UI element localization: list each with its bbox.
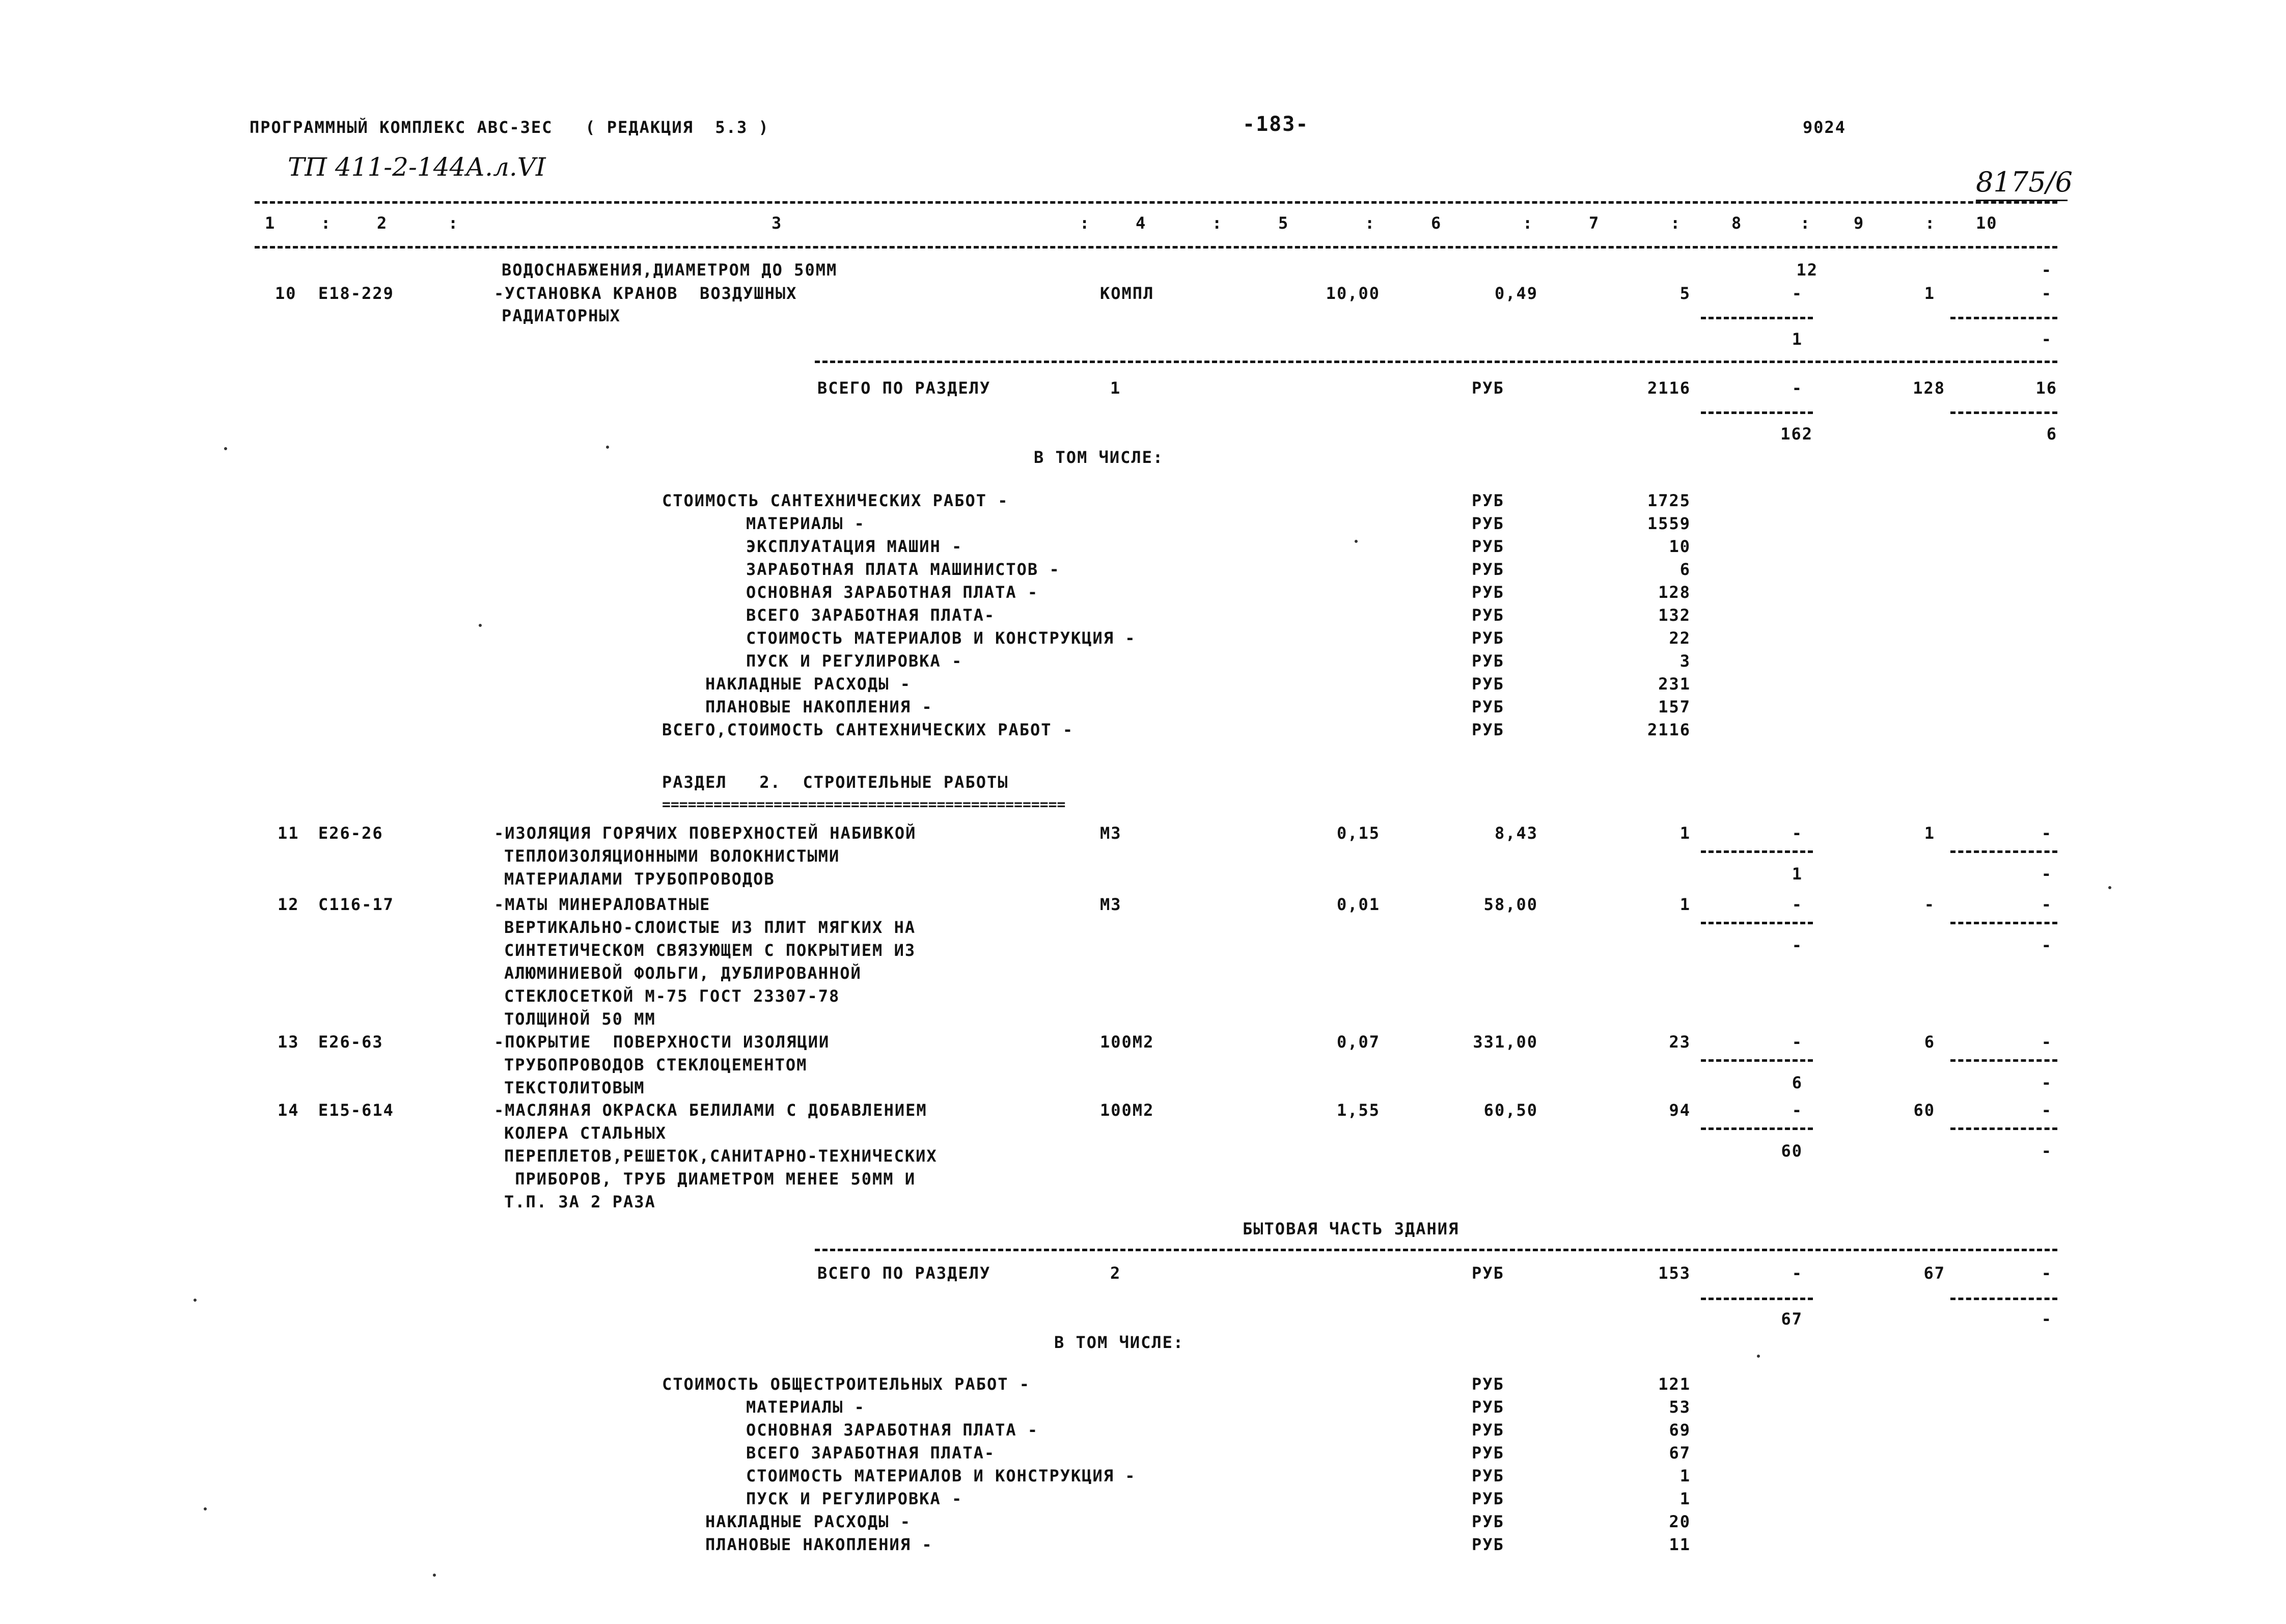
summary-unit: РУБ [1472, 628, 1504, 648]
row10-code: Е18-229 [318, 284, 394, 303]
col-sep: : [1080, 213, 1091, 233]
section1-total-label: ВСЕГО ПО РАЗДЕЛУ [817, 378, 991, 398]
summary-value: 11 [1669, 1535, 1691, 1554]
section1-c10-divider [1950, 411, 2057, 414]
col-5: 5 [1278, 213, 1289, 233]
summary-value: 128 [1658, 583, 1691, 602]
col-sep: : [448, 213, 459, 233]
summary-value: 231 [1658, 674, 1691, 694]
summary-unit: РУБ [1472, 1420, 1504, 1440]
row-code: Е26-26 [318, 823, 383, 843]
row-c8-top: - [1792, 895, 1803, 914]
summary-label: ОСНОВНАЯ ЗАРАБОТНАЯ ПЛАТА - [746, 583, 1039, 602]
document-code: 9024 [1803, 118, 1847, 137]
col-3: 3 [772, 213, 783, 233]
summary-value: 132 [1658, 605, 1691, 625]
row10-desc-1: -УСТАНОВКА КРАНОВ ВОЗДУШНЫХ [494, 284, 797, 303]
row10-price: 0,49 [1494, 284, 1538, 303]
summary-unit: РУБ [1472, 1489, 1504, 1508]
row-description-line: -ИЗОЛЯЦИЯ ГОРЯЧИХ ПОВЕРХНОСТЕЙ НАБИВКОЙ [494, 823, 917, 843]
summary-value: 157 [1658, 697, 1691, 717]
row-c8-top: - [1792, 1100, 1803, 1120]
row-description-line: АЛЮМИНИЕВОЙ ФОЛЬГИ, ДУБЛИРОВАННОЙ [504, 964, 862, 983]
scan-speck [1355, 540, 1358, 543]
row10-c8-bot: 1 [1792, 329, 1803, 349]
sheet-reference: 8175/6 [1976, 166, 2073, 198]
summary-label: МАТЕРИАЛЫ - [746, 514, 865, 533]
section2-total-sum: 153 [1658, 1263, 1691, 1283]
row-description-line: ПРИБОРОВ, ТРУБ ДИАМЕТРОМ МЕНЕЕ 50ММ И [504, 1169, 916, 1189]
summary-value: 67 [1669, 1443, 1691, 1463]
row-c8-top: - [1792, 1032, 1803, 1052]
section1-c8-divider [1701, 411, 1813, 414]
section2-total-c10: - [2041, 1263, 2052, 1283]
top-rule [255, 201, 2057, 204]
summary-unit: РУБ [1472, 491, 1504, 510]
row-description-line: ТЕКСТОЛИТОВЫМ [504, 1078, 645, 1097]
summary-value: 3 [1679, 651, 1691, 671]
summary-label: ВСЕГО,СТОИМОСТЬ САНТЕХНИЧЕСКИХ РАБОТ - [662, 720, 1074, 739]
section1-total-rule [815, 361, 2057, 363]
row-price: 60,50 [1483, 1100, 1538, 1120]
row-quantity: 1,55 [1336, 1100, 1380, 1120]
row-c10-divider [1950, 850, 2057, 853]
section1-total-num: 1 [1110, 378, 1121, 398]
section1-total-unit: РУБ [1472, 378, 1504, 398]
row-c8-divider [1701, 1127, 1813, 1130]
row-code: С116-17 [318, 895, 394, 914]
row-price: 8,43 [1494, 823, 1538, 843]
row10-c8-divider [1701, 317, 1813, 319]
row-description-line: СИНТЕТИЧЕСКОМ СВЯЗУЮЩЕМ С ПОКРЫТИЕМ ИЗ [504, 941, 916, 960]
summary-label: ПЛАНОВЫЕ НАКОПЛЕНИЯ - [705, 697, 933, 717]
summary-value: 121 [1658, 1374, 1691, 1394]
row-number: 14 [278, 1100, 299, 1120]
row-c10-divider [1950, 1127, 2057, 1130]
summary-label: ПЛАНОВЫЕ НАКОПЛЕНИЯ - [705, 1535, 933, 1554]
summary-unit: РУБ [1472, 583, 1504, 602]
row-description-line: ПЕРЕПЛЕТОВ,РЕШЕТОК,САНИТАРНО-ТЕХНИЧЕСКИХ [504, 1146, 938, 1166]
summary-label: ПУСК И РЕГУЛИРОВКА - [746, 1489, 963, 1508]
row10-text-before: ВОДОСНАБЖЕНИЯ,ДИАМЕТРОМ ДО 50ММ [502, 260, 838, 280]
row-c10-top: - [2041, 1032, 2052, 1052]
summary-unit: РУБ [1472, 605, 1504, 625]
scan-speck [1757, 1355, 1760, 1358]
col-2: 2 [377, 213, 388, 233]
summary-label: СТОИМОСТЬ МАТЕРИАЛОВ И КОНСТРУКЦИЯ - [746, 628, 1136, 648]
summary-value: 10 [1669, 537, 1691, 556]
summary-label: НАКЛАДНЫЕ РАСХОДЫ - [705, 674, 912, 694]
row-c10-divider [1950, 922, 2057, 924]
row-price: 331,00 [1473, 1032, 1538, 1052]
section2-total-num: 2 [1110, 1263, 1121, 1283]
summary-value: 6 [1679, 560, 1691, 579]
row10-unit: КОМПЛ [1100, 284, 1154, 303]
row-c9: - [1924, 895, 1935, 914]
row-c8-bottom: 6 [1792, 1073, 1803, 1092]
row-description-line: -МАСЛЯНАЯ ОКРАСКА БЕЛИЛАМИ С ДОБАВЛЕНИЕМ [494, 1100, 927, 1120]
summary-label: ЭКСПЛУАТАЦИЯ МАШИН - [746, 537, 963, 556]
section2-total-rule [815, 1249, 2057, 1251]
summary-value: 1725 [1647, 491, 1691, 510]
section1-total-c9: 128 [1913, 378, 1945, 398]
row-unit: 100М2 [1100, 1032, 1154, 1052]
scan-speck [479, 624, 482, 627]
scan-speck [433, 1574, 436, 1577]
col-sep: : [321, 213, 332, 233]
row-c9: 1 [1924, 823, 1935, 843]
summary-unit: РУБ [1472, 1443, 1504, 1463]
summary-unit: РУБ [1472, 560, 1504, 579]
summary-label: СТОИМОСТЬ САНТЕХНИЧЕСКИХ РАБОТ - [662, 491, 1009, 510]
section2-double-rule: =============================================== [662, 796, 1066, 813]
row10-c9: 1 [1924, 284, 1935, 303]
row-c9: 6 [1924, 1032, 1935, 1052]
col-sep: : [1523, 213, 1534, 233]
summary-value: 53 [1669, 1397, 1691, 1417]
col-sep: : [1365, 213, 1376, 233]
row-number: 13 [278, 1032, 299, 1052]
col-sep: : [1670, 213, 1682, 233]
row-description-line: ТРУБОПРОВОДОВ СТЕКЛОЦЕМЕНТОМ [504, 1055, 808, 1075]
scan-speck [2108, 886, 2111, 889]
row-description-line: ВЕРТИКАЛЬНО-СЛОИСТЫЕ ИЗ ПЛИТ МЯГКИХ НА [504, 918, 916, 937]
row-code: Е15-614 [318, 1100, 394, 1120]
summary-unit: РУБ [1472, 514, 1504, 533]
header-bottom-rule [255, 246, 2057, 249]
project-reference: ТП 411-2-144А.л.VI [288, 152, 546, 182]
row-quantity: 0,07 [1336, 1032, 1380, 1052]
row-c8-top: - [1792, 823, 1803, 843]
row-total: 1 [1679, 823, 1691, 843]
row-c10-bottom: - [2041, 935, 2052, 955]
col-10: 10 [1976, 213, 1998, 233]
col-sep: : [1800, 213, 1811, 233]
row-description-line: МАТЕРИАЛАМИ ТРУБОПРОВОДОВ [504, 869, 775, 889]
summary-unit: РУБ [1472, 1397, 1504, 1417]
section2-total-c8: - [1792, 1263, 1803, 1283]
row-total: 1 [1679, 895, 1691, 914]
section1-total-c10-bot: 6 [2046, 424, 2057, 444]
row-total: 94 [1669, 1100, 1691, 1120]
summary-value: 1 [1679, 1489, 1691, 1508]
row-c8-divider [1701, 1059, 1813, 1062]
row10-c10-mid: - [2041, 284, 2052, 303]
row-description-line: ТЕПЛОИЗОЛЯЦИОННЫМИ ВОЛОКНИСТЫМИ [504, 846, 840, 866]
summary-unit: РУБ [1472, 720, 1504, 739]
row10-total: 5 [1679, 284, 1691, 303]
row-number: 12 [278, 895, 299, 914]
row-description-line: -ПОКРЫТИЕ ПОВЕРХНОСТИ ИЗОЛЯЦИИ [494, 1032, 830, 1052]
scan-speck [224, 447, 227, 450]
summary-value: 1559 [1647, 514, 1691, 533]
program-title: ПРОГРАММНЫЙ КОМПЛЕКС АВС-ЗЕС ( РЕДАКЦИЯ 5.3 ) [250, 118, 769, 137]
row-unit: М3 [1100, 895, 1122, 914]
row-total: 23 [1669, 1032, 1691, 1052]
scan-speck [194, 1299, 197, 1302]
row-c8-bottom: - [1792, 935, 1803, 955]
summary-value: 22 [1669, 628, 1691, 648]
summary-label: ЗАРАБОТНАЯ ПЛАТА МАШИНИСТОВ - [746, 560, 1060, 579]
row-description-line: -МАТЫ МИНЕРАЛОВАТНЫЕ [494, 895, 711, 914]
summary-unit: РУБ [1472, 1535, 1504, 1554]
col-sep: : [1925, 213, 1936, 233]
summary-unit: РУБ [1472, 697, 1504, 717]
summary-label: ВСЕГО ЗАРАБОТНАЯ ПЛАТА- [746, 1443, 996, 1463]
col-7: 7 [1589, 213, 1600, 233]
row10-qty: 10,00 [1326, 284, 1380, 303]
section1-total-c8-bot: 162 [1780, 424, 1813, 444]
section2-total-c10-bot: - [2041, 1309, 2052, 1329]
summary-value: 20 [1669, 1512, 1691, 1531]
row10-c8-top: 12 [1796, 260, 1818, 280]
summary-label: ВСЕГО ЗАРАБОТНАЯ ПЛАТА- [746, 605, 996, 625]
section2-c8-divider [1701, 1298, 1813, 1300]
row-price: 58,00 [1483, 895, 1538, 914]
summary-label: ПУСК И РЕГУЛИРОВКА - [746, 651, 963, 671]
row-description-line: СТЕКЛОСЕТКОЙ М-75 ГОСТ 23307-78 [504, 986, 840, 1006]
section1-total-c10: 16 [2035, 378, 2057, 398]
including-heading-1: В ТОМ ЧИСЛЕ: [1034, 448, 1164, 467]
col-6: 6 [1431, 213, 1442, 233]
row-c8-divider [1701, 922, 1813, 924]
section1-total-sum: 2116 [1647, 378, 1691, 398]
summary-unit: РУБ [1472, 1374, 1504, 1394]
row-c8-divider [1701, 850, 1813, 853]
row-c10-top: - [2041, 1100, 2052, 1120]
row-description-line: КОЛЕРА СТАЛЬНЫХ [504, 1123, 667, 1143]
row-c9: 60 [1913, 1100, 1935, 1120]
row-unit: 100М2 [1100, 1100, 1154, 1120]
section2-title: РАЗДЕЛ 2. СТРОИТЕЛЬНЫЕ РАБОТЫ [662, 773, 1009, 792]
row10-c10-bot: - [2041, 329, 2052, 349]
row10-c10-divider [1950, 317, 2057, 319]
row10-num: 10 [275, 284, 297, 303]
row-description-line: ТОЛЩИНОЙ 50 ММ [504, 1009, 656, 1029]
row-c10-top: - [2041, 823, 2052, 843]
row-c8-bottom: 60 [1781, 1141, 1803, 1161]
building-part-label: БЫТОВАЯ ЧАСТЬ ЗДАНИЯ [1243, 1219, 1459, 1238]
row-c10-bottom: - [2041, 1141, 2052, 1161]
page-number: -183- [1243, 113, 1309, 136]
section2-c10-divider [1950, 1298, 2057, 1300]
summary-value: 69 [1669, 1420, 1691, 1440]
summary-value: 2116 [1647, 720, 1691, 739]
row-number: 11 [278, 823, 299, 843]
summary-label: СТОИМОСТЬ ОБЩЕСТРОИТЕЛЬНЫХ РАБОТ - [662, 1374, 1031, 1394]
row-quantity: 0,01 [1336, 895, 1380, 914]
summary-unit: РУБ [1472, 651, 1504, 671]
section2-total-c9: 67 [1923, 1263, 1945, 1283]
row10-desc-2: РАДИАТОРНЫХ [502, 306, 621, 325]
including-heading-2: В ТОМ ЧИСЛЕ: [1054, 1333, 1185, 1352]
col-9: 9 [1854, 213, 1865, 233]
row-c10-top: - [2041, 895, 2052, 914]
scan-speck [606, 446, 609, 449]
col-1: 1 [265, 213, 276, 233]
summary-unit: РУБ [1472, 537, 1504, 556]
row-quantity: 0,15 [1336, 823, 1380, 843]
row-unit: М3 [1100, 823, 1122, 843]
scan-speck [204, 1507, 207, 1510]
summary-label: МАТЕРИАЛЫ - [746, 1397, 865, 1417]
row-code: Е26-63 [318, 1032, 383, 1052]
summary-unit: РУБ [1472, 1512, 1504, 1531]
section2-total-label: ВСЕГО ПО РАЗДЕЛУ [817, 1263, 991, 1283]
col-8: 8 [1731, 213, 1743, 233]
col-4: 4 [1136, 213, 1147, 233]
row-c10-bottom: - [2041, 864, 2052, 884]
section1-total-c8: - [1792, 378, 1803, 398]
row-c10-bottom: - [2041, 1073, 2052, 1092]
summary-value: 1 [1679, 1466, 1691, 1485]
col-sep: : [1212, 213, 1223, 233]
summary-label: СТОИМОСТЬ МАТЕРИАЛОВ И КОНСТРУКЦИЯ - [746, 1466, 1136, 1485]
row-description-line: Т.П. ЗА 2 РАЗА [504, 1192, 656, 1212]
section2-total-unit: РУБ [1472, 1263, 1504, 1283]
summary-unit: РУБ [1472, 1466, 1504, 1485]
row10-c8-mid: - [1792, 284, 1803, 303]
summary-unit: РУБ [1472, 674, 1504, 694]
summary-label: НАКЛАДНЫЕ РАСХОДЫ - [705, 1512, 912, 1531]
section2-total-c8-bot: 67 [1781, 1309, 1803, 1329]
row-c10-divider [1950, 1059, 2057, 1062]
row-c8-bottom: 1 [1792, 864, 1803, 884]
row10-c10-top: - [2041, 260, 2052, 280]
summary-label: ОСНОВНАЯ ЗАРАБОТНАЯ ПЛАТА - [746, 1420, 1039, 1440]
